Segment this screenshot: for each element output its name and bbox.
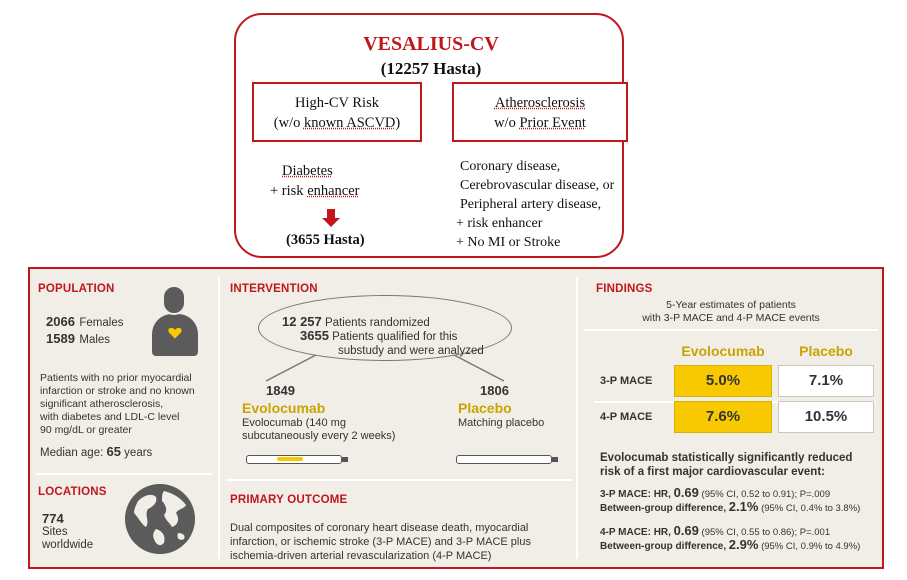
globe-icon [122, 481, 198, 557]
down-arrow-icon [327, 209, 335, 218]
randomized-count: 12 257 Patients randomized [282, 314, 430, 329]
qualified-count: 3655 Patients qualified for this substudy and were analyzed [300, 328, 484, 357]
central-illustration-panel [28, 267, 884, 569]
findings-section [580, 269, 882, 567]
pen-injector-tip [342, 457, 348, 462]
evolocumab-column-header: Evolocumab [681, 343, 765, 359]
evolocumab-label: Evolocumab [242, 400, 326, 416]
evolocumab-3p-mace-value: 5.0% [674, 365, 772, 397]
study-design-box [234, 13, 624, 258]
row-4p-mace-label: 4-P MACE [600, 411, 653, 423]
findings-summary: Evolocumab statistically significantly reduced risk of a first major cardiovascular event: [600, 452, 853, 478]
primary-outcome-text: Dual composites of coronary heart disease death, myocardial infarction, or ischemic stroke (3-P MACE) and 3-P MACE plus ischemia-driven arterial revascularization (4-P MACE) [230, 522, 531, 562]
findings-divider [584, 329, 878, 331]
high-cv-risk-line1: High-CV Risk [295, 95, 379, 111]
column-divider-2 [576, 277, 578, 559]
high-cv-risk-line2: (w/o known ASCVD) [273, 115, 401, 131]
males-count: 1589 Males [46, 331, 111, 346]
population-description: Patients with no prior myocardial infarction or stroke and no known significant atherosclerosis, with diabetes and LDL-C level 90 mg/dL or greater [40, 372, 195, 436]
sites-count: 774 Sites worldwide [42, 511, 94, 551]
evolocumab-dose: Evolocumab (140 mg subcutaneously every 2 weeks) [242, 417, 396, 442]
column-divider-1 [218, 277, 220, 559]
females-count: 2066 Females [46, 314, 124, 329]
placebo-column-header: Placebo [799, 343, 853, 359]
placebo-pen-icon [456, 455, 552, 464]
down-arrow-head [322, 218, 340, 227]
findings-header: FINDINGS [596, 283, 653, 295]
placebo-count: 1806 [480, 383, 509, 398]
atherosclerosis-line1: Atherosclerosis [494, 95, 586, 111]
heart-icon [168, 327, 182, 339]
placebo-desc: Matching placebo [458, 417, 545, 429]
findings-subtitle: 5-Year estimates of patients with 3-P MACE and 4-P MACE events [642, 299, 820, 324]
placebo-pen-tip [552, 457, 558, 462]
primary-outcome-header: PRIMARY OUTCOME [230, 494, 348, 506]
evolocumab-4p-mace-value: 7.6% [674, 401, 772, 433]
person-head-icon [162, 285, 186, 315]
evolocumab-count: 1849 [266, 383, 295, 398]
intervention-divider [226, 479, 572, 481]
atherosclerosis-box [452, 82, 628, 142]
population-divider [36, 473, 212, 475]
locations-header: LOCATIONS [38, 486, 107, 498]
high-cv-risk-box [252, 82, 422, 142]
result-4p-mace: 4-P MACE: HR, 0.69 (95% CI, 0.55 to 0.86); P=.001 Between-group difference, 2.9% (95% CI, 0.9% to 4.9%) [600, 523, 861, 552]
atherosclerosis-criteria: Coronary disease, Cerebrovascular disease, or Peripheral artery disease, + risk enhancer + No MI or Stroke [456, 159, 615, 250]
placebo-label: Placebo [458, 400, 512, 416]
placebo-4p-mace-value: 10.5% [778, 401, 874, 433]
population-header: POPULATION [38, 283, 115, 295]
placebo-3p-mace-value: 7.1% [778, 365, 874, 397]
diabetes-criteria: Diabetes + risk enhancer [270, 163, 360, 199]
pen-injector-icon [246, 455, 342, 464]
result-3p-mace: 3-P MACE: HR, 0.69 (95% CI, 0.52 to 0.91); P=.009 Between-group difference, 2.1% (95% CI, 0.4% to 3.8%) [600, 485, 861, 514]
row-3p-mace-label: 3-P MACE [600, 375, 653, 387]
population-section [30, 269, 216, 567]
study-title: VESALIUS-CV [363, 33, 499, 55]
intervention-header: INTERVENTION [230, 283, 318, 295]
atherosclerosis-line2: w/o Prior Event [494, 115, 586, 131]
intervention-section [222, 269, 574, 567]
median-age: Median age: 65 years [40, 444, 153, 459]
substudy-count: (3655 Hasta) [286, 232, 365, 248]
study-count: (12257 Hasta) [380, 59, 482, 78]
